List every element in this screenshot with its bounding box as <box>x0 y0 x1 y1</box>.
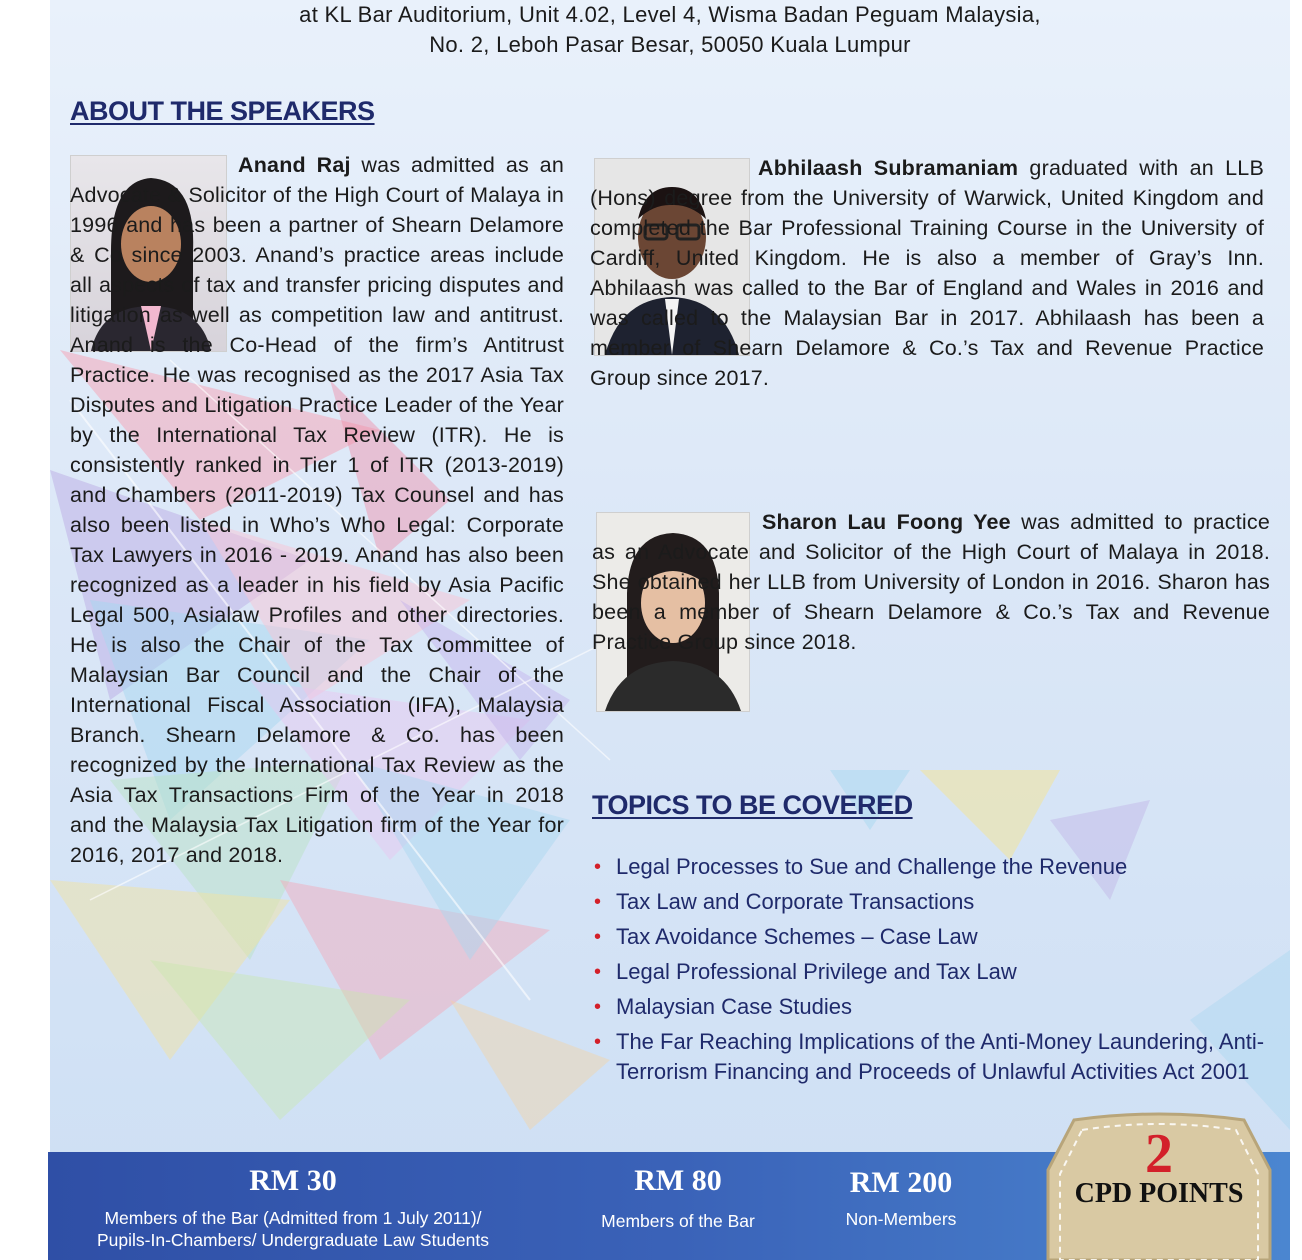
topic-item: • Malaysian Case Studies <box>592 992 1282 1022</box>
bullet-icon: • <box>594 961 602 983</box>
fee-label-rm200: Non-Members <box>845 1209 957 1229</box>
bullet-icon: • <box>594 856 602 878</box>
speaker-text-anand-raj: was admitted as an Advocate & Solicitor of the High Court of Malaya in 1996 and has been a partner of Shearn Delamore & Co since 2003. Anand’s practice areas include all aspects of tax and transfer pricing disputes and litigation as well as competition law and antitrust. Anand is the Co-Head of the firm’s Antitrust Practice. He was recognised as the 2017 Asia Tax Disputes and Litigation Practice Leader of the Year by the International Tax Review (ITR). He is consistently ranked in Tier 1 of ITR (2013-2019) and Chambers (2011-2019) Tax Counsel and has also been listed in Who’s Who Legal: Corporate Tax Lawyers in 2016 - 2019. Anand has also been recognized as a leader in his field by Asia Pacific Legal 500, Asialaw Profiles and other directories. He is also the Chair of the Tax Committee of Malaysian Bar Council and the Chair of the International Fiscal Association (IFA), Malaysia Branch. Shearn Delamore & Co. has been recognized by the International Tax Review as the Asia Tax Transactions Firm of the Year in 2018 and the Malaysia Tax Litigation firm of the Year for 2016, 2017 and 2018. <box>70 153 564 867</box>
speaker-name-sharon-lau: Sharon Lau Foong Yee <box>762 510 1011 534</box>
bullet-icon: • <box>594 926 602 948</box>
speaker-name-anand-raj: Anand Raj <box>238 153 351 177</box>
fee-label-rm30-line1: Members of the Bar (Admitted from 1 July 2011)/ <box>104 1208 482 1228</box>
speaker-text-abhilaash: graduated with an LLB (Hons) degree from the University of Warwick, United Kingdom and completed the Bar Professional Training Course in the University of Cardiff, United Kingdom. He is also a member of Gray’s Inn. Abhilaash was called to the Bar of England and Wales in 2016 and was called to the Malaysian Bar in 2017. Abhilaash has been a member of Shearn Delamore & Co.’s Tax and Revenue Practice Group since 2017. <box>590 156 1265 390</box>
bullet-icon: • <box>594 1031 602 1053</box>
topic-item: • The Far Reaching Implications of the Anti-Money Laundering, Anti-Terrorism Financing and Proceeds of Unlawful Activities Act 2001 <box>594 1029 1265 1084</box>
speaker-name-abhilaash: Abhilaash Subramaniam <box>758 156 1019 180</box>
venue-line-2: No. 2, Leboh Pasar Besar, 50050 Kuala Lumpur <box>429 32 911 57</box>
fee-price-rm30: RM 30 <box>249 1164 337 1197</box>
topic-item: • Legal Processes to Sue and Challenge the Revenue <box>592 852 1282 882</box>
cpd-number: 2 <box>1145 1123 1173 1185</box>
fee-label-rm30-line2: Pupils-In-Chambers/ Undergraduate Law Students <box>96 1230 489 1250</box>
bullet-icon: • <box>594 891 602 913</box>
speaker-text-sharon-lau: was admitted to practice as an Advocate and Solicitor of the High Court of Malaya in 2018. She obtained her LLB from University of London in 2016. Sharon has been a member of Shearn Delamore & Co.’s Tax and Revenue Practice Group since 2018. <box>592 510 1270 654</box>
bullet-icon: • <box>594 996 602 1018</box>
flyer-page <box>50 0 1290 1260</box>
topics-list <box>592 852 1282 1092</box>
topics-heading: TOPICS TO BE COVERED <box>592 790 913 820</box>
speakers-heading: ABOUT THE SPEAKERS <box>70 96 375 126</box>
cpd-label: CPD POINTS <box>1074 1178 1244 1209</box>
speaker-bio-abhilaash <box>590 153 1264 393</box>
venue-line-1: at KL Bar Auditorium, Unit 4.02, Level 4, Wisma Badan Peguam Malaysia, <box>299 2 1041 27</box>
fee-price-rm80: RM 80 <box>634 1164 722 1197</box>
fee-label-rm80: Members of the Bar <box>601 1211 755 1231</box>
cpd-badge <box>1044 1110 1274 1260</box>
topic-item: • Legal Professional Privilege and Tax Law <box>592 957 1282 987</box>
speaker-bio-anand-raj <box>70 150 564 870</box>
speaker-bio-sharon-lau <box>592 507 1270 657</box>
topic-item: • Tax Avoidance Schemes – Case Law <box>592 922 1282 952</box>
topic-item: • Tax Law and Corporate Transactions <box>592 887 1282 917</box>
fee-price-rm200: RM 200 <box>849 1166 953 1199</box>
